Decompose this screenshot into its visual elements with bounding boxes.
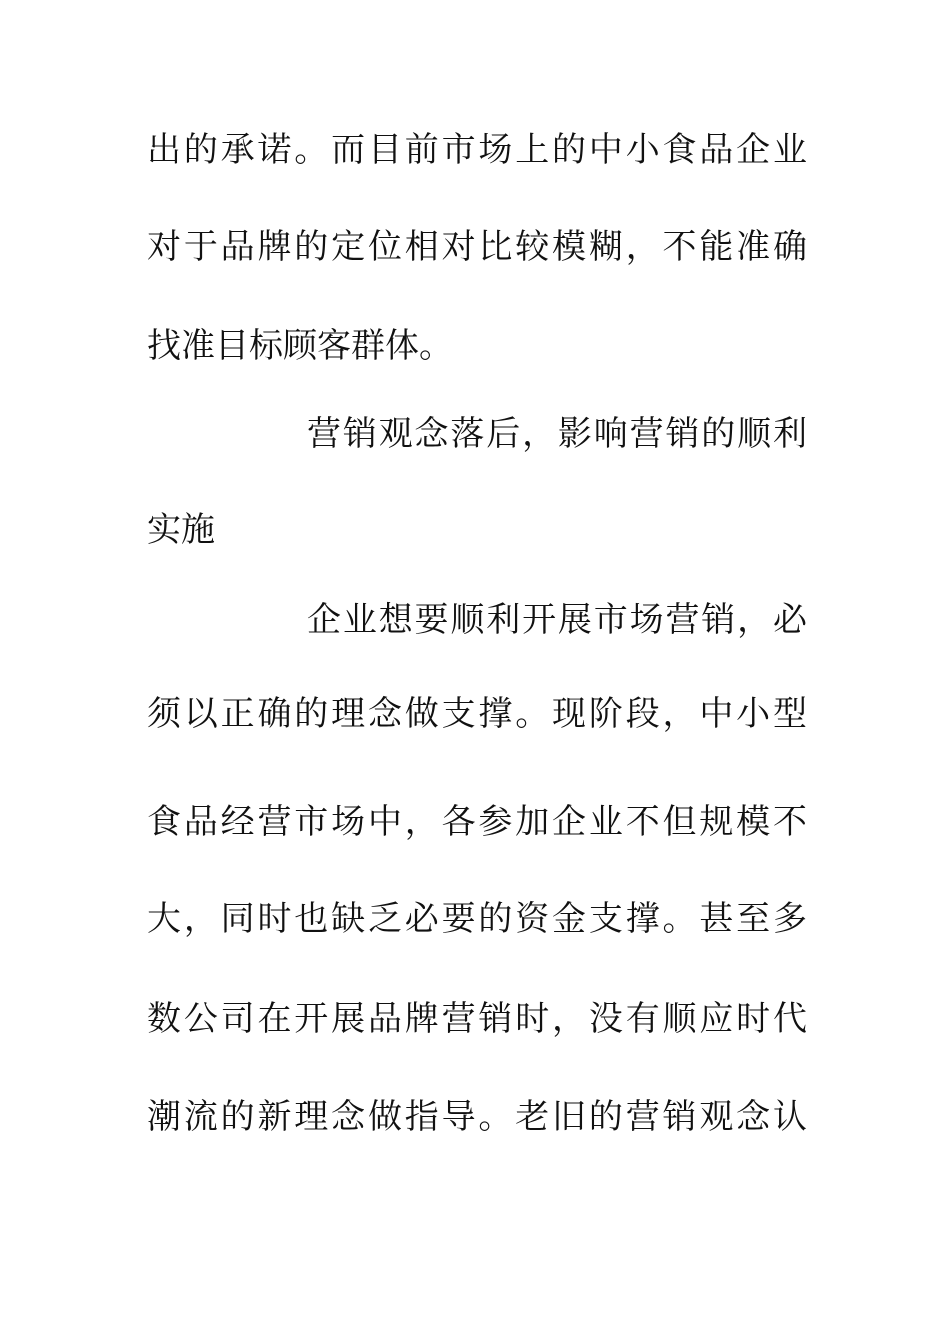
section-heading-line-2: 实施 <box>147 510 215 550</box>
text-line-8: 数公司在开展品牌营销时，没有顺应时代 <box>147 999 807 1039</box>
text-line-2: 对于品牌的定位相对比较模糊，不能准确 <box>147 227 807 267</box>
text-line-3: 找准目标顾客群体。 <box>147 326 453 366</box>
text-line-4: 企业想要顺利开展市场营销，必 <box>307 600 807 640</box>
section-heading-line-1: 营销观念落后，影响营销的顺利 <box>307 414 807 454</box>
text-line-6: 食品经营市场中，各参加企业不但规模不 <box>147 802 807 842</box>
text-line-5: 须以正确的理念做支撑。现阶段，中小型 <box>147 694 807 734</box>
text-line-9: 潮流的新理念做指导。老旧的营销观念认 <box>147 1097 807 1137</box>
text-line-1: 出的承诺。而目前市场上的中小食品企业 <box>147 130 807 170</box>
text-line-7: 大，同时也缺乏必要的资金支撑。甚至多 <box>147 899 807 939</box>
